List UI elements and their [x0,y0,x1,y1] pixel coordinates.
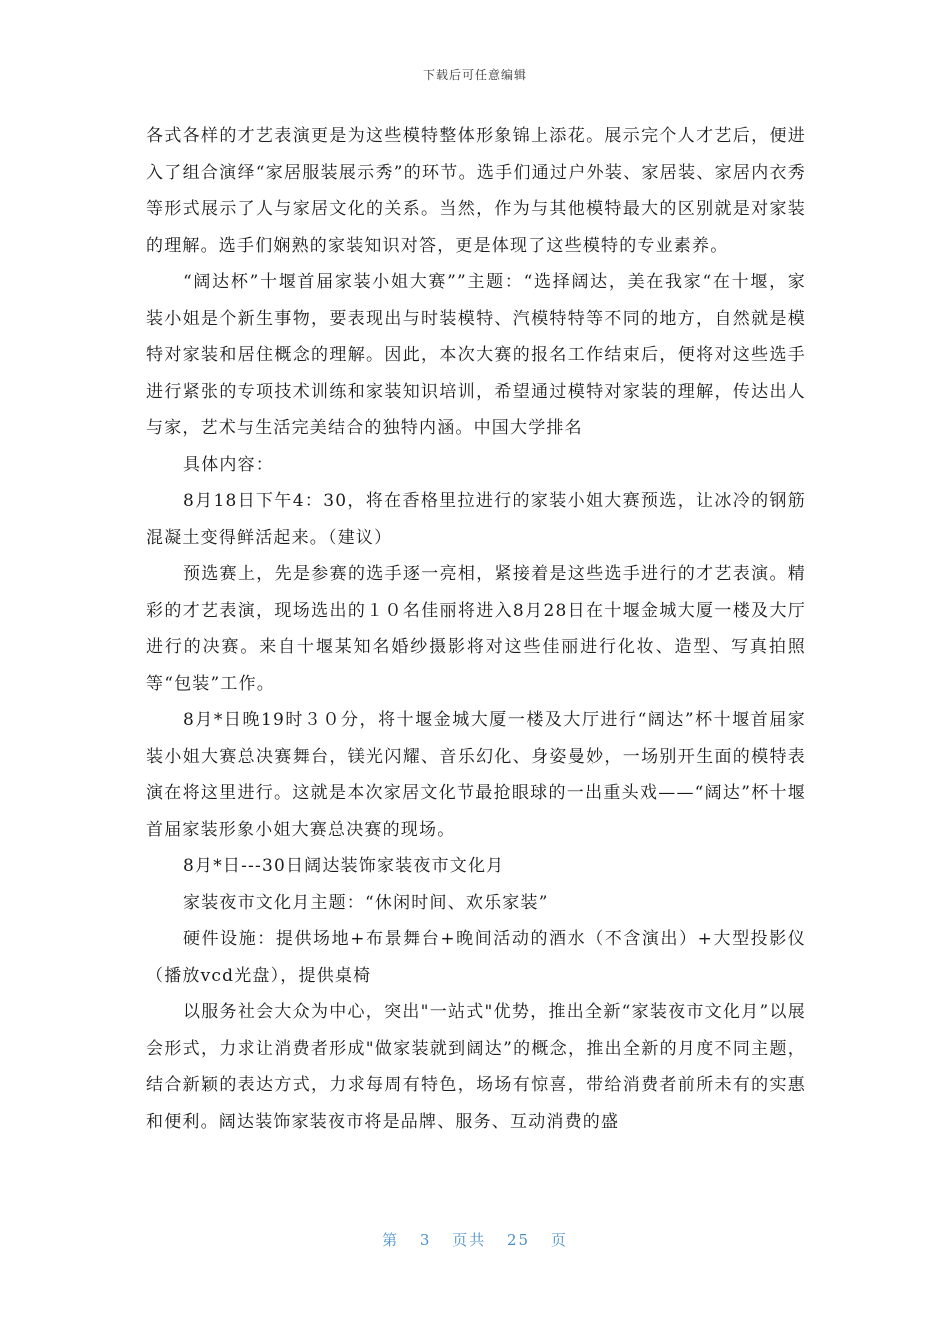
paragraph-8: 家装夜市文化月主题：“休闲时间、欢乐家装” [183,892,549,913]
paragraph-1: 各式各样的才艺表演更是为这些模特整体形象锦上添花。展示完个人才艺后，便进入了组合演绎“家居服装展示秀”的环节。选手们通过户外装、家居装、家居内衣秀等形式展示了人与家居文化的关系。当然，作为与其他模特最大的区别就是对家装的理解。选手们娴熟的家装知识对答，更是体现了这些模特的专业素养。 [146,126,806,256]
paragraph-6: 8月*日晚19时３０分，将十堰金城大厦一楼及大厅进行“阔达”杯十堰首届家装小姐大赛总决赛舞台，镁光闪耀、音乐幻化、身姿曼妙，一场别开生面的模特表演在将这里进行。这就是本次家居文化节最抢眼球的一出重头戏——“阔达”杯十堰首届家装形象小姐大赛总决赛的现场。 [146,710,806,840]
footer-prefix: 第 [382,1231,400,1249]
paragraph-5: 预选赛上，先是参赛的选手逐一亮相，紧接着是这些选手进行的才艺表演。精彩的才艺表演，现场选出的１０名佳丽将进入8月28日在十堰金城大厦一楼及大厅进行的决赛。来自十堰某知名婚纱摄影将对这些佳丽进行化妆、造型、写真拍照等“包装”工作。 [146,564,806,694]
total-pages-number: 25 [507,1231,531,1249]
current-page-number: 3 [419,1231,432,1249]
download-note: 下载后可任意编辑 [422,68,527,82]
page-footer [0,1229,950,1250]
paragraph-4: 8月18日下午4：30，将在香格里拉进行的家装小姐大赛预选，让冰冷的钢筋混凝土变得鲜活起来。（建议） [146,491,806,548]
paragraph-9: 硬件设施：提供场地+布景舞台+晚间活动的酒水（不含演出）+大型投影仪（播放vcd光盘），提供桌椅 [146,929,806,986]
paragraph-2: “阔达杯”十堰首届家装小姐大赛””主题：“选择阔达，美在我家“在十堰，家装小姐是个新生事物，要表现出与时装模特、汽模特特等不同的地方，自然就是模特对家装和居住概念的理解。因此，本次大赛的报名工作结束后，便将对这些选手进行紧张的专项技术训练和家装知识培训，希望通过模特对家装的理解，传达出人与家，艺术与生活完美结合的独特内涵。中国大学排名 [146,272,806,438]
paragraph-7: 8月*日---30日阔达装饰家装夜市文化月 [183,856,505,876]
paragraph-10: 以服务社会大众为中心，突出"一站式"优势，推出全新“家装夜市文化月”以展会形式，力求让消费者形成"做家装就到阔达”的概念，推出全新的月度不同主题，结合新颖的表达方式，力求每周有特色，场场有惊喜，带给消费者前所未有的实惠和便利。阔达装饰家装夜市将是品牌、服务、互动消费的盛 [146,1002,806,1132]
paragraph-3: 具体内容： [183,454,274,475]
document-body [146,118,806,1140]
footer-suffix: 页 [550,1231,568,1249]
footer-middle: 页共 [452,1231,487,1249]
